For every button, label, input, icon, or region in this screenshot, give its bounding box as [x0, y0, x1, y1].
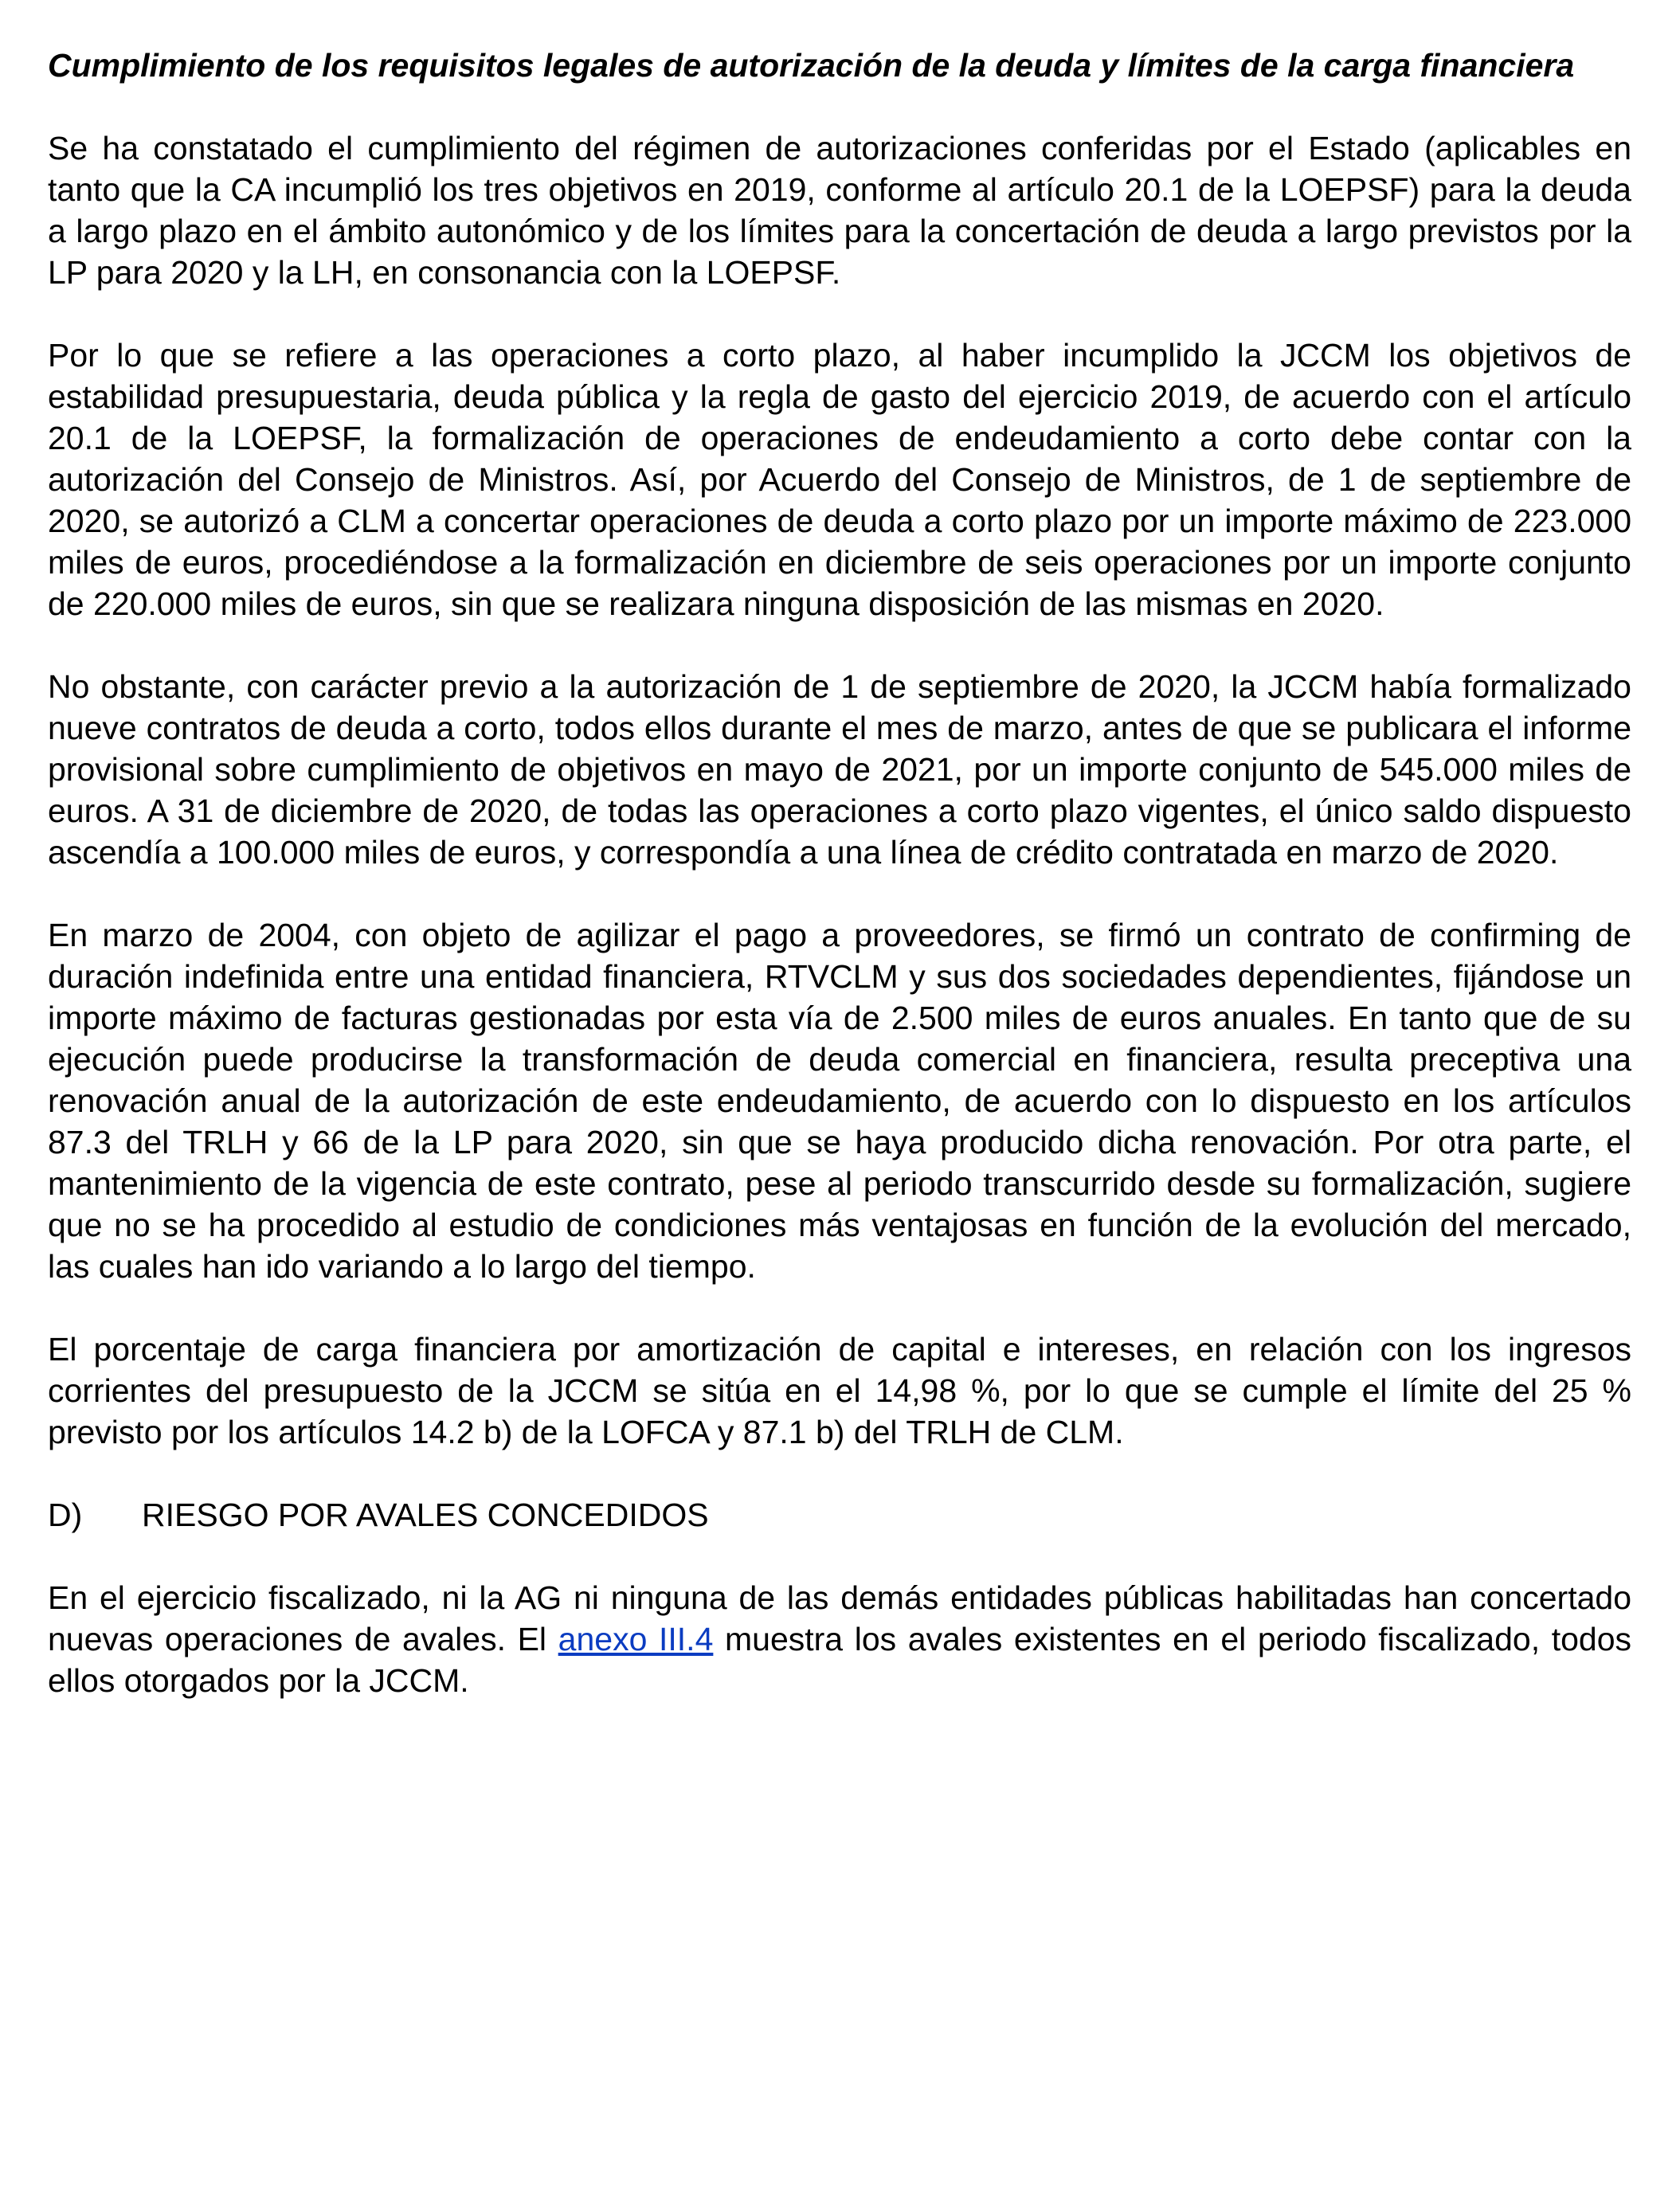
paragraph-confirming-contract: En marzo de 2004, con objeto de agilizar el pago a proveedores, se firmó un contrato de confirming de duración indefinida entre una entidad financiera, RTVCLM y sus dos sociedades dependientes, fijándose un importe máximo de facturas gestionadas por esta vía de 2.500 miles de euros anuales. En tanto que de su ejecución puede producirse la transformación de deuda comercial en financiera, resulta preceptiva una renovación anual de la autorización de este endeudamiento, de acuerdo con lo dispuesto en los artículos 87.3 del TRLH y 66 de la LP para 2020, sin que se haya producido dicha renovación. Por otra parte, el mantenimiento de la vigencia de este contrato, pese al periodo transcurrido desde su formalización, sugiere que no se ha procedido al estudio de condiciones más ventajosas en función de la evolución del mercado, las cuales han ido variando a lo largo del tiempo. [48, 917, 1631, 1285]
paragraph-prior-contracts: No obstante, con carácter previo a la autorización de 1 de septiembre de 2020, la JCCM había formalizado nueve contratos de deuda a corto, todos ellos durante el mes de marzo, antes de que se publicara el informe provisional sobre cumplimiento de objetivos en mayo de 2021, por un importe conjunto de 545.000 miles de euros. A 31 de diciembre de 2020, de todas las operaciones a corto plazo vigentes, el único saldo dispuesto ascendía a 100.000 miles de euros, y correspondía a una línea de crédito contratada en marzo de 2020. [48, 668, 1631, 871]
section-title: RIESGO POR AVALES CONCEDIDOS [142, 1497, 709, 1533]
paragraph-financial-burden: El porcentaje de carga financiera por amortización de capital e intereses, en relación con los ingresos corrientes del presupuesto de la JCCM se sitúa en el 14,98 %, por lo que se cumple el límite del 25 % previsto por los artículos 14.2 b) de la LOFCA y 87.1 b) del TRLH de CLM. [48, 1331, 1631, 1450]
section-letter: D) [48, 1497, 83, 1533]
section-heading-guarantees [48, 1494, 1631, 1536]
document-page [48, 45, 1631, 1743]
section-subheading: Cumplimiento de los requisitos legales de autorización de la deuda y límites de la carga financiera [48, 47, 1575, 84]
paragraph-authorization-compliance: Se ha constatado el cumplimiento del régimen de autorizaciones conferidas por el Estado (aplicables en tanto que la CA incumplió los tres objetivos en 2019, conforme al artículo 20.1 de la LOEPSF) para la deuda a largo plazo en el ámbito autonómico y de los límites para la concertación de deuda a largo previstos por la LP para 2020 y la LH, en consonancia con la LOEPSF. [48, 130, 1631, 291]
guarantees-text-start: En el ejercicio fiscalizado, ni la AG ni ninguna de las demás entidades públicas habilitadas han concertado nuevas operaciones de avales. El [48, 1579, 1631, 1657]
annex-link[interactable]: anexo III.4 [558, 1621, 714, 1657]
guarantees-text-end: muestra los avales existentes en el periodo fiscalizado, todos ellos otorgados por la JCCM. [48, 1621, 1632, 1699]
paragraph-short-term-operations: Por lo que se refiere a las operaciones a corto plazo, al haber incumplido la JCCM los objetivos de estabilidad presupuestaria, deuda pública y la regla de gasto del ejercicio 2019, de acuerdo con el artículo 20.1 de la LOEPSF, la formalización de operaciones de endeudamiento a corto debe contar con la autorización del Consejo de Ministros. Así, por Acuerdo del Consejo de Ministros, de 1 de septiembre de 2020, se autorizó a CLM a concertar operaciones de deuda a corto plazo por un importe máximo de 223.000 miles de euros, procediéndose a la formalización en diciembre de seis operaciones por un importe conjunto de 220.000 miles de euros, sin que se realizara ninguna disposición de las mismas en 2020. [48, 337, 1631, 622]
paragraph-guarantees [48, 1577, 1631, 1701]
